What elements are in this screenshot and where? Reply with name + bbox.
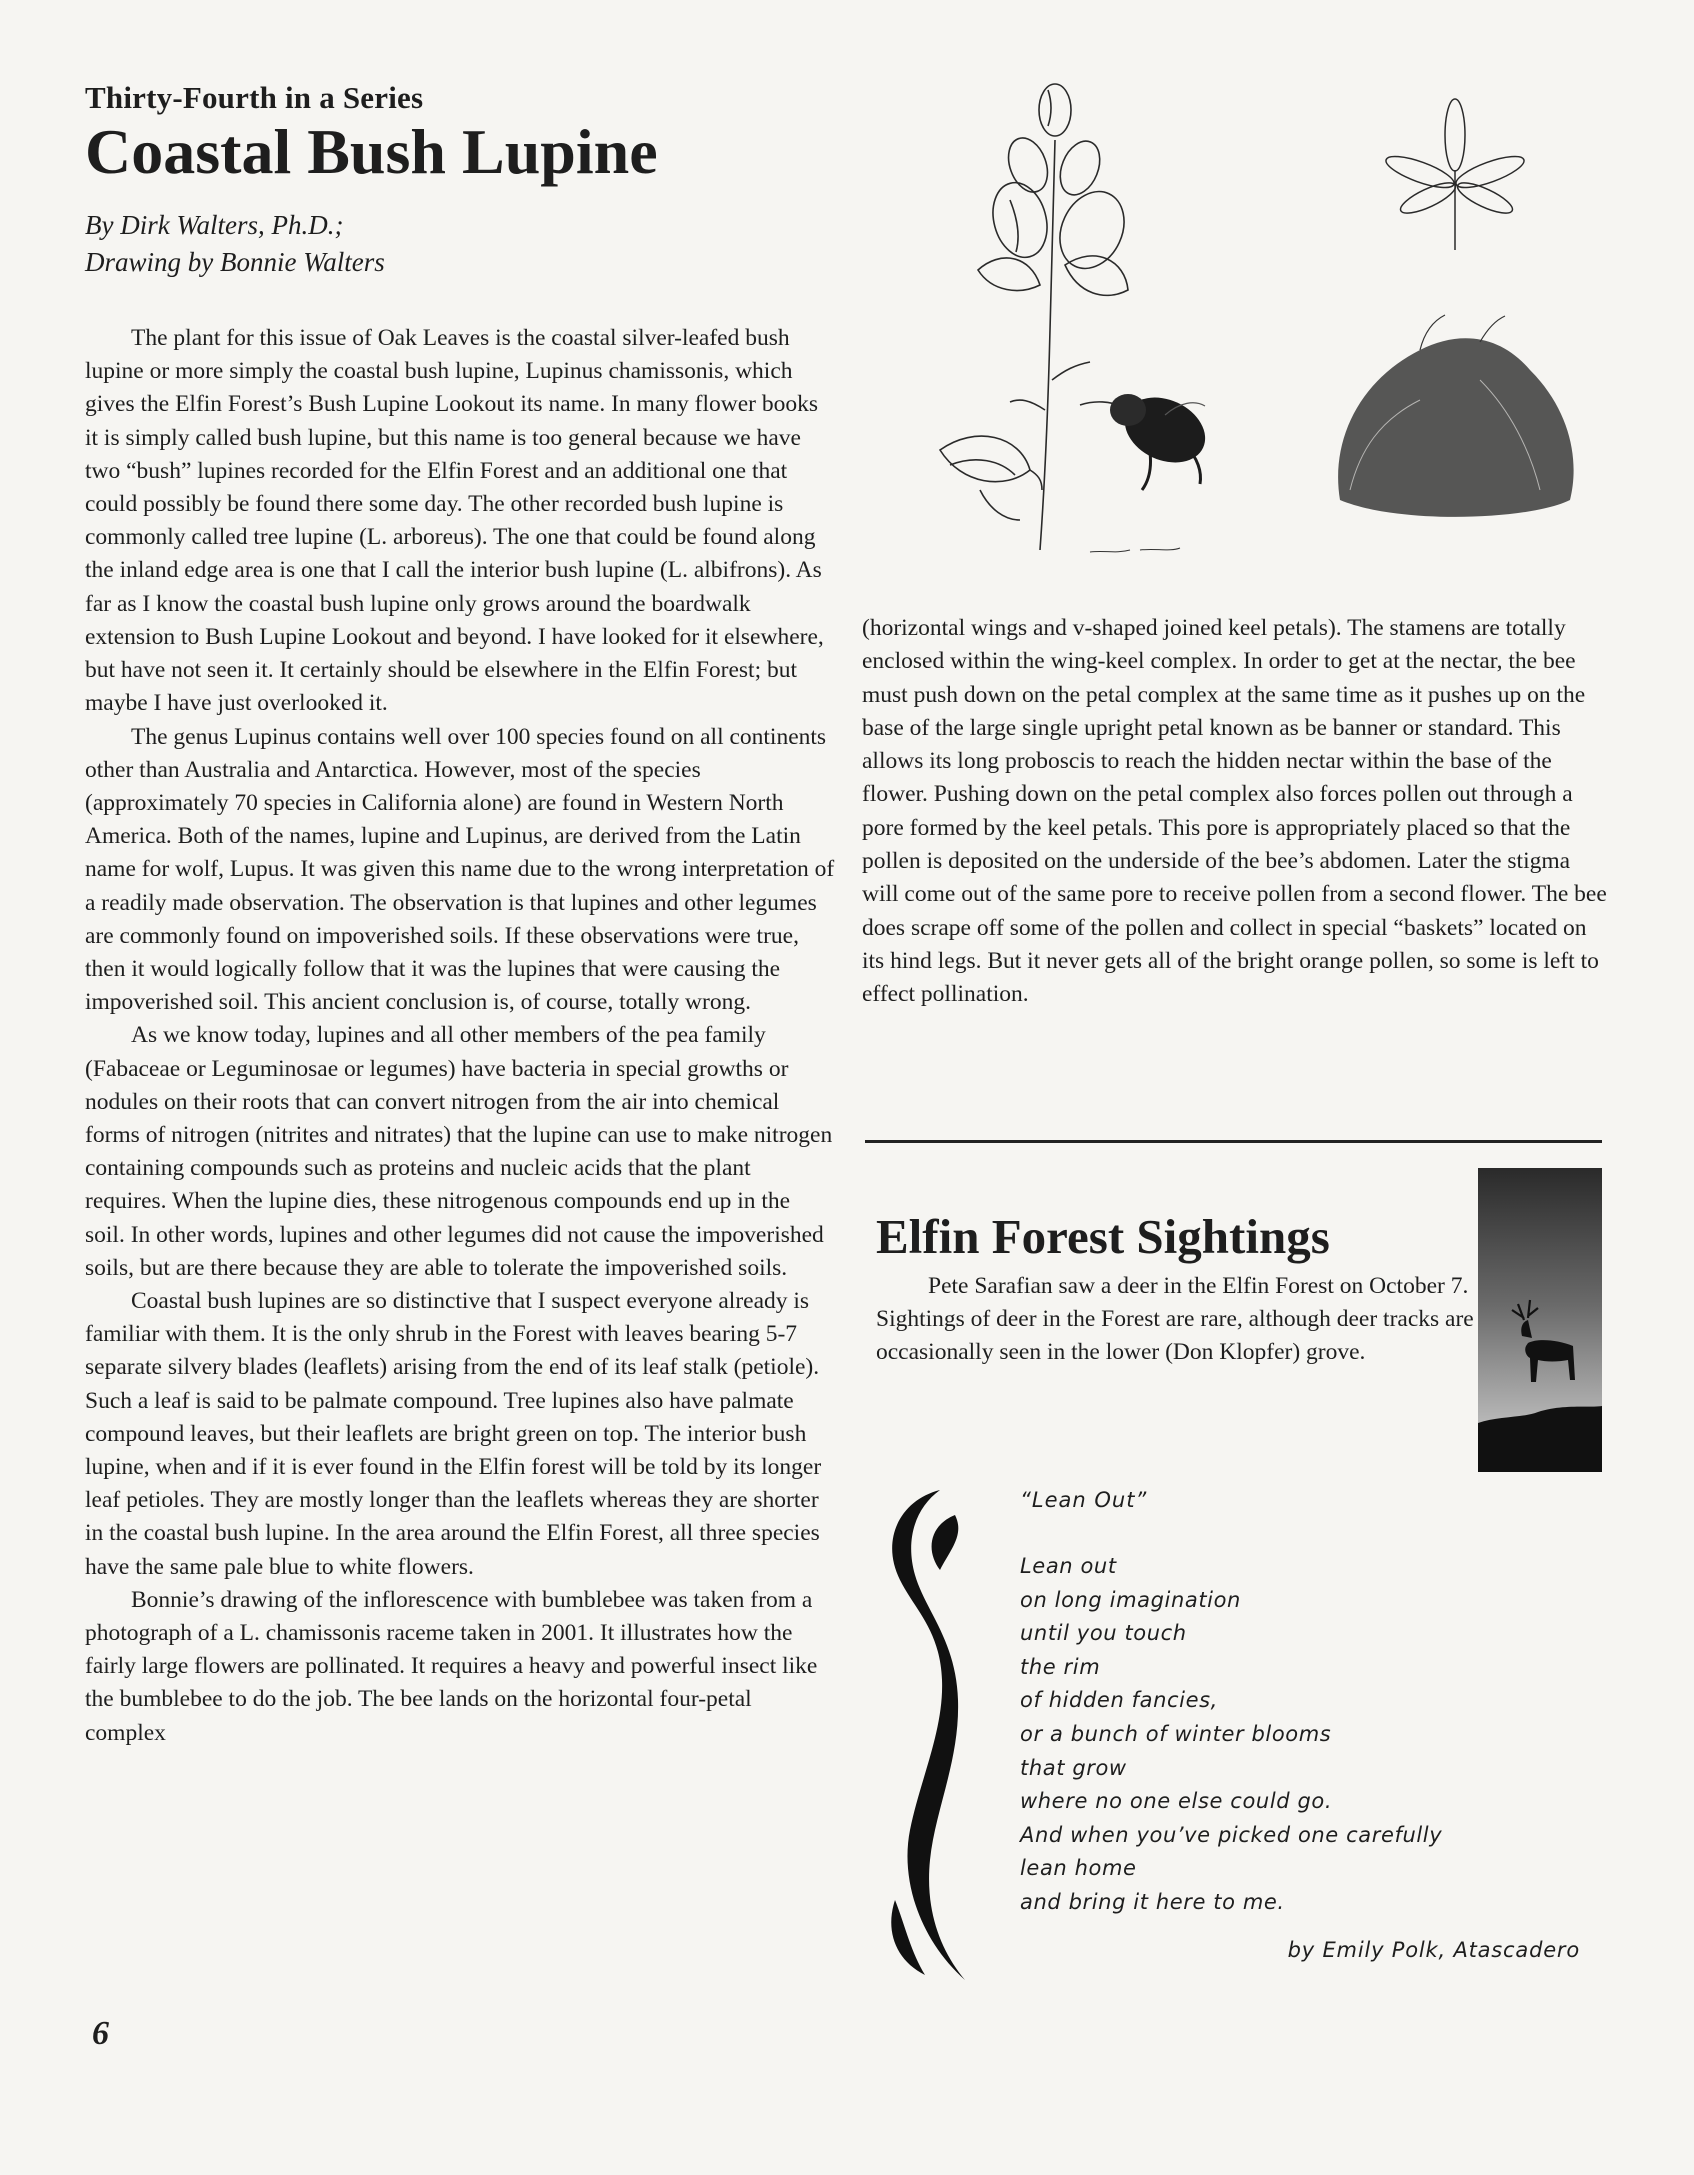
poem-line: lean home	[1020, 1856, 1137, 1881]
poem-line: where no one else could go.	[1020, 1789, 1333, 1814]
series-label: Thirty-Fourth in a Series	[85, 80, 424, 115]
poem-line: that grow	[1020, 1755, 1127, 1780]
paragraph: The genus Lupinus contains well over 100 species found on all continents other than Australia and Antarctica. However, most of the species (approximately 70 species in California alone) are found in Western North America. Both of the names, lupine and Lupinus, are derived from the Latin name for wolf, Lupus. It was given this name due to the wrong interpretation of a readily made observation. The observation is that lupines and other legumes are commonly found on impoverished soils. If these observations were true, then it would logically follow that it was the lupines that were causing the impoverished soil. This ancient conclusion is, of course, totally wrong.	[85, 723, 835, 1016]
poem-author: by Emily Polk, Atascadero	[1287, 1937, 1580, 1962]
poem-title: “Lean Out”	[1020, 1488, 1148, 1512]
poem-line: on long imagination	[1020, 1587, 1241, 1612]
deer-photo	[1478, 1168, 1602, 1472]
author-line: By Dirk Walters, Ph.D.;	[85, 210, 344, 241]
poem-line: until you touch	[1020, 1621, 1187, 1646]
swirl-ornament-icon	[870, 1480, 990, 1990]
article-title: Coastal Bush Lupine	[85, 116, 658, 187]
paragraph: Coastal bush lupines are so distinctive that I suspect everyone already is familiar with them. It is the only shrub in the Forest with leaves bearing 5-7 separate silvery blades (leaflets) arising from the end of its leaf stalk (petiole). Such a leaf is said to be palmate compound. Tree lupines also have palmate compound leaves, but their leaflets are bright green on top. The interior bush lupine, when and if it is ever found in the Elfin forest will be told by its longer leaf petioles. They are mostly longer than the leaflets whereas they are shorter in the coastal bush lupine. In the area around the Elfin Forest, all three species have the same pale blue to white flowers.	[85, 1287, 822, 1580]
lupine-illustration	[880, 80, 1615, 600]
page-number: 6	[92, 2015, 109, 2052]
paragraph: (horizontal wings and v-shaped joined keel petals). The stamens are totally enclosed within the wing-keel complex. In order to get at the nectar, the bee must push down on the petal complex at the same time as it pushes up on the base of the large single upright petal known as be banner or standard. This allows its long proboscis to reach the hidden nectar within the base of the flower. Pushing down on the petal complex also forces pollen out through a pore formed by the keel petals. This pore is appropriately placed so that the pollen is deposited on the underside of the bee’s abdomen. Later the stigma will come out of the same pore to receive pollen from a second flower. The bee does scrape off some of the pollen and collect in special “baskets” located on its hind legs. But it never gets all of the bright orange pollen, so some is left to effect pollination.	[862, 615, 1607, 1008]
sightings-title: Elfin Forest Sightings	[876, 1209, 1330, 1264]
sightings-text: Pete Sarafian saw a deer in the Elfin Forest on October 7. Sightings of deer in the Forest are rare, although deer tracks are occasionally seen in the lower (Don Klopfer) grove.	[876, 1272, 1474, 1366]
illustrator-line: Drawing by Bonnie Walters	[85, 246, 385, 277]
article-continuation	[862, 612, 1607, 1012]
paragraph: The plant for this issue of Oak Leaves is the coastal silver-leafed bush lupine or more simply the coastal bush lupine, Lupinus chamissonis, which gives the Elfin Forest’s Bush Lupine Lookout its name. In many flower books it is simply called bush lupine, but this name is too general because we have two “bush” lupines recorded for the Elfin Forest and an additional one that could possibly be found there some day. The other recorded bush lupine is commonly called tree lupine (L. arboreus). The one that could be found along the inland edge area is one that I call the interior bush lupine (L. albifrons). As far as I know the coastal bush lupine only grows around the boardwalk extension to Bush Lupine Lookout and beyond. I have looked for it elsewhere, but have not seen it. It certainly should be elsewhere in the Elfin Forest; but maybe I have just overlooked it.	[85, 325, 824, 717]
section-divider	[865, 1140, 1602, 1143]
poem-line: And when you’ve picked one carefully	[1020, 1822, 1443, 1847]
poem-line: and bring it here to me.	[1020, 1889, 1285, 1914]
paragraph: Bonnie’s drawing of the inflorescence with bumblebee was taken from a photograph of a L. chamissonis raceme taken in 2001. It illustrates how the fairly large flowers are pollinated. It requires a heavy and powerful insect like the bumblebee to do the job. The bee lands on the horizontal four-petal complex	[85, 1586, 818, 1746]
shrub-icon	[1338, 315, 1574, 517]
byline	[85, 207, 835, 280]
poem-line: or a bunch of winter blooms	[1020, 1721, 1332, 1746]
poem-line: the rim	[1020, 1654, 1101, 1679]
poem	[1020, 1488, 1580, 1962]
leaf-icon	[1383, 99, 1527, 250]
article-body	[85, 322, 835, 1750]
sightings-section	[876, 1210, 1476, 1370]
bumblebee-icon	[1110, 385, 1216, 490]
poem-line: of hidden fancies,	[1020, 1688, 1218, 1713]
article-column	[85, 80, 835, 1750]
paragraph: As we know today, lupines and all other members of the pea family (Fabaceae or Leguminosae or legumes) have bacteria in special growths or nodules on their roots that can convert nitrogen from the air into chemical forms of nitrogen (nitrites and nitrates) that the lupine can use to make nitrogen containing compounds such as proteins and nucleic acids that the plant requires. When the lupine dies, these nitrogenous compounds end up in the soil. In other words, lupines and other legumes did not cause the impoverished soils, but are there because they are able to tolerate the impoverished soils.	[85, 1022, 833, 1281]
poem-line: Lean out	[1020, 1554, 1117, 1578]
